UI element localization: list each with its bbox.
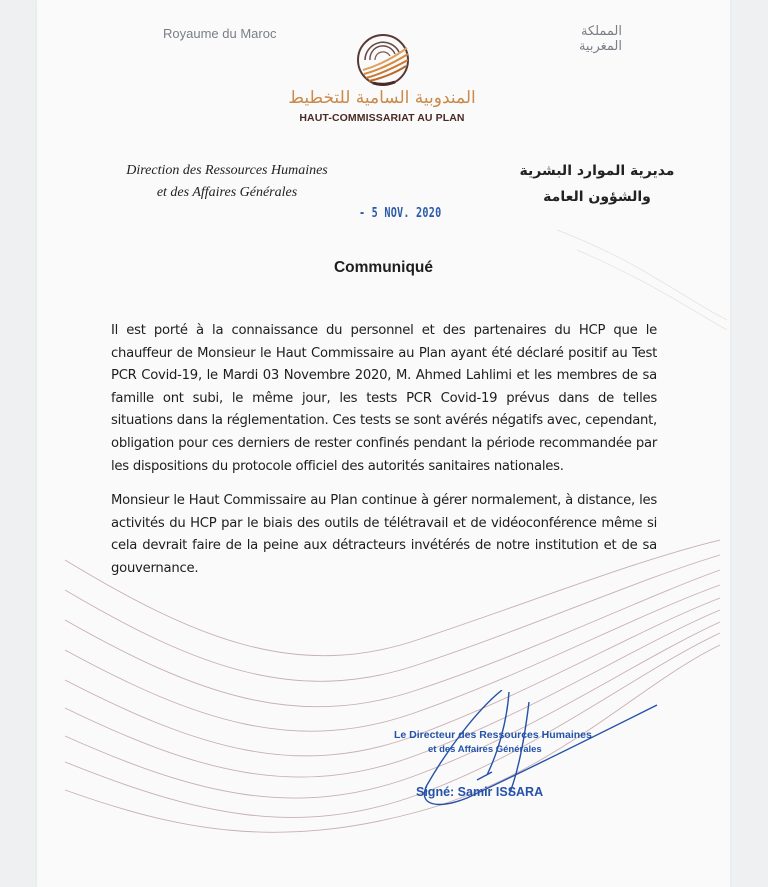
department-ar-line1: مديرية الموارد البشرية — [519, 163, 675, 179]
document-body — [111, 320, 657, 593]
document-title: Communiqué — [333, 259, 434, 276]
paragraph-1: Il est porté à la connaissance du personnel et des partenaires du HCP que le chauffeur de Monsieur le Haut Commissaire au Plan ayant été déclaré positif au Test PCR Covid-19, le Mardi 03 Novembre 2020, M. Ahmed Lahlimi et les membres de sa famille ont subi, le même jour, les tests PCR Covid-19 prévus dans de telles situations dans la réglementation. Ces tests se sont avérés négatifs avec, cependant, obligation pour ces derniers de rester confinés pendant la période recommandée par les dispositions du protocole officiel des autorités sanitaires nationales. — [111, 323, 657, 474]
paragraph-2: Monsieur le Haut Commissaire au Plan continue à gérer normalement, à distance, les activités du HCP par le biais des outils de télétravail et de vidéoconférence même si cela devrait faire de la peine aux détracteurs invétérés de notre institution et de sa gouvernance. — [111, 493, 657, 576]
department-name-arabic — [497, 158, 697, 210]
header-right-label-arabic: المملكة المغربية — [578, 24, 622, 54]
department-fr-line1: Direction des Ressources Humaines — [126, 163, 328, 178]
signatory-title-line1: Le Directeur des Ressources Humaines — [394, 729, 592, 741]
signatory-title-line2: et des Affaires Générales — [428, 744, 542, 755]
date-stamp: - 5 NOV. 2020 — [359, 206, 442, 221]
header-left-label: Royaume du Maroc — [163, 26, 277, 41]
signatory-name: Signé: Samir ISSARA — [416, 785, 544, 799]
hcp-logo-icon — [355, 32, 411, 88]
department-ar-line2: والشؤون العامة — [543, 189, 651, 205]
department-name-french — [107, 160, 347, 204]
logo-name-arabic: المندوبية السامية للتخطيط — [288, 88, 476, 108]
department-fr-line2: et des Affaires Générales — [156, 185, 298, 200]
logo-name-french: HAUT-COMMISSARIAT AU PLAN — [299, 112, 465, 124]
document-page — [37, 0, 730, 887]
